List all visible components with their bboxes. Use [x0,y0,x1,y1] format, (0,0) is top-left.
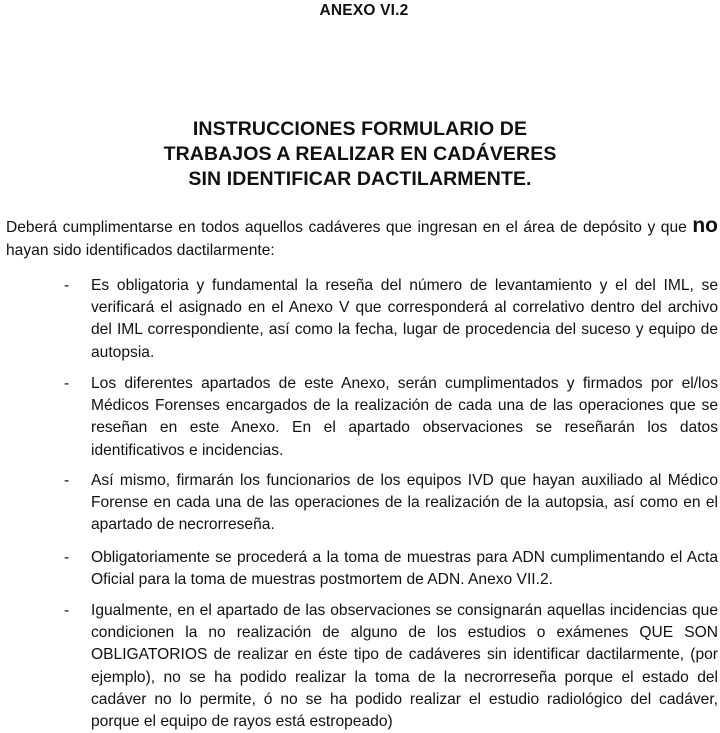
title-line: SIN IDENTIFICAR DACTILARMENTE. [188,168,532,190]
list-item [64,275,718,364]
document-title [0,117,720,192]
title-line: TRABAJOS A REALIZAR EN CADÁVERES [163,143,557,165]
list-bullet: - [64,375,70,392]
intro-emphasis: no [692,214,718,237]
list-item-text: Obligatoriamente se procederá a la toma de muestras para ADN cumplimentando el Acta Oficial para la toma de muestras postmortem de ADN. Anexo VII.2. [91,549,718,589]
list-item-text: Así mismo, firmarán los funcionarios de los equipos IVD que hayan auxiliado al Médico Forense en cada una de las operaciones de la realización de la autopsia, así como en el apartado de necrorreseña. [91,472,718,534]
annex-heading: ANEXO VI.2 [319,2,409,19]
intro-paragraph [6,214,718,262]
list-item [64,470,718,537]
list-bullet: - [64,549,70,566]
list-item [64,547,718,591]
list-bullet: - [64,472,70,489]
list-bullet: - [64,602,70,619]
list-item [64,600,718,733]
list-item-text: Es obligatoria y fundamental la reseña del número de levantamiento y el del IML, se verificará el asignado en el Anexo V que corresponderá al correlativo dentro del archivo del IML correspondiente, así como la fecha, lugar de procedencia del suceso y equipo de autopsia. [91,277,718,361]
list-item-text: Igualmente, en el apartado de las observaciones se consignarán aquellas incidencias que condicionen la no realización de alguno de los estudios o exámenes QUE SON OBLIGATORIOS de realizar en éste tipo de cadáveres sin identificar dactilarmente, (por ejemplo), no se ha podido realizar la toma de la necrorreseña porque el estado del cadáver no lo permite, ó no se ha podido realizar el estudio radiológico del cadáver, porque el equipo de rayos está estropeado) [91,602,718,731]
title-line: INSTRUCCIONES FORMULARIO DE [192,118,528,140]
list-item [64,373,718,462]
intro-text-start: Deberá cumplimentarse en todos aquellos cadáveres que ingresan en el área de depósito y que [6,219,693,236]
list-bullet: - [64,277,70,294]
intro-text-end: hayan sido identificados dactilarmente: [6,242,275,259]
list-item-text: Los diferentes apartados de este Anexo, serán cumplimentados y firmados por el/los Médicos Forenses encargados de la realización de cada una de las operaciones que se reseñan en este Anexo. En el apartado observaciones se reseñarán los datos identificativos e incidencias. [91,375,718,459]
